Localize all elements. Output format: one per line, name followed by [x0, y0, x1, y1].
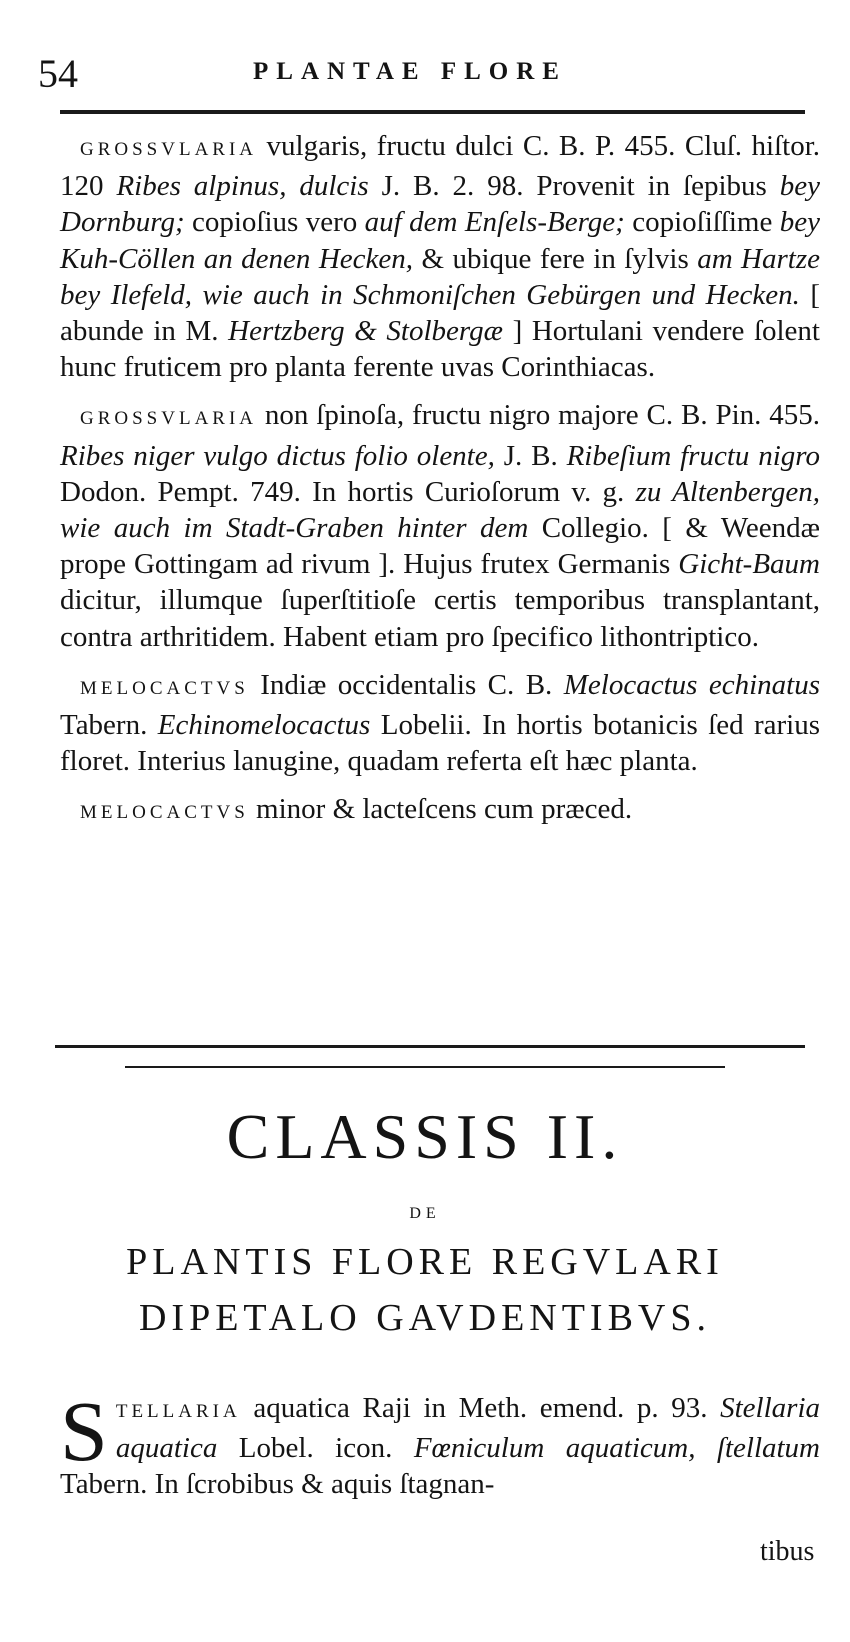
entry-text: non ſpinoſa, fructu nigro majore C. B. Pin. 455. [264, 399, 821, 432]
section-rule-long [55, 1045, 805, 1048]
entry-text-italic: Melocactus echinatus [563, 668, 820, 701]
entry-text-italic: bey Dornburg; [60, 170, 821, 239]
entry-text: vulgaris, fructu dulci C. B. P. 455. Cluſ. hiſtor. 120 [60, 130, 821, 203]
entry-text: Indiæ occidentalis C. B. [260, 668, 564, 701]
entry-text-italic: Hertzberg & Stolbergæ [228, 315, 503, 348]
entry-text: Dodon. Pempt. 749. In hortis Curioſorum v. g. [60, 475, 636, 508]
entry-text: dicitur, illumque ſuperſtitioſe certis temporibus transplantant, contra arthritidem. Habent etiam pro ſpecifico lithontriptico. [60, 584, 820, 653]
entry-text-italic: Ribeſium fructu nigro [566, 439, 820, 472]
entry-name: MELOCACTVS [80, 802, 249, 824]
entry-text: Tabern. In ſcrobibus & aquis ſtagnan- [60, 1468, 495, 1501]
class-subtitle-line2: DIPETALO GAVDENTIBVS. [138, 1297, 712, 1339]
entry-text-italic: am Hartze bey Ilefeld, wie auch in Schmoniſchen Gebürgen und Hecken. [60, 242, 821, 311]
entry-text: Collegio. [ & Weendæ prope Gottingam ad rivum ]. Hujus frutex Germanis [60, 512, 820, 581]
entry-text: ] Hortulani vendere ſolent hunc fruticem pro planta ferente uvas Corinthiacas. [60, 315, 820, 384]
entry-name: MELOCACTVS [80, 677, 249, 699]
page-number: 54 [38, 51, 78, 96]
entry-text-italic: auf dem Enſels-Berge; [364, 206, 625, 239]
header-rule [60, 110, 805, 114]
entry-text: J. B. 2. 98. Provenit in ſepibus [368, 170, 780, 203]
entry-text: minor & lacteſcens cum præced. [256, 793, 633, 826]
entry-text: Lobel. icon. [217, 1432, 414, 1465]
entry-text: [ abunde in M. [60, 278, 820, 348]
entry-grossularia-vulgaris [60, 128, 820, 385]
class-title: CLASSIS II. [226, 1101, 624, 1172]
entry-grossularia-non-spinosa [60, 397, 820, 654]
entry-text-italic: Ribes niger vulgo dictus folio olente, [60, 439, 495, 472]
entry-text: aquatica Raji in Meth. emend. p. 93. [253, 1392, 721, 1424]
entry-text: copioſiſſime [624, 206, 780, 239]
class-subtitle-line1: PLANTIS FLORE REGVLARI [126, 1241, 724, 1283]
entry-text-italic: Fœniculum aquaticum, ſtellatum [413, 1432, 821, 1465]
entry-name: GROSSVLARIA [80, 139, 258, 160]
body-text [60, 128, 820, 844]
running-head: PLANTAE FLORE [253, 58, 567, 85]
page-header [38, 50, 808, 100]
entry-text-italic: Echinomelocactus [157, 709, 371, 742]
entry-text-italic: zu Altenbergen, wie auch im Stadt-Graben hinter dem [60, 475, 821, 545]
entry-text: Tabern. [60, 709, 158, 742]
class-de: DE [409, 1205, 441, 1222]
entry-text-italic: Stellaria aquatica [115, 1392, 820, 1465]
section-rule-short [125, 1066, 725, 1068]
entry-melocactus-minor [60, 791, 820, 831]
entry-text: J. B. [494, 439, 567, 472]
entry-name: GROSSVLARIA [80, 408, 258, 430]
entry-melocactus-indiae [60, 667, 820, 780]
drop-cap: S [60, 1383, 108, 1479]
catchword: tibus [760, 1536, 815, 1567]
entry-text-italic: bey Kuh-Cöllen an denen Hecken, [60, 206, 821, 275]
entry-text: copioſius vero [184, 206, 365, 239]
entry-stellaria [60, 1383, 821, 1503]
entry-text: Lobelii. In hortis botanicis ſed rarius floret. Interius lanugine, quadam referta eſt hæc planta. [60, 709, 820, 778]
entry-name: TELLARIA [115, 1401, 241, 1422]
entry-text-italic: Ribes alpinus, dulcis [116, 170, 369, 203]
entry-text: & ubique fere in ſylvis [413, 242, 698, 275]
entry-text-italic: Gicht-Baum [678, 548, 820, 581]
